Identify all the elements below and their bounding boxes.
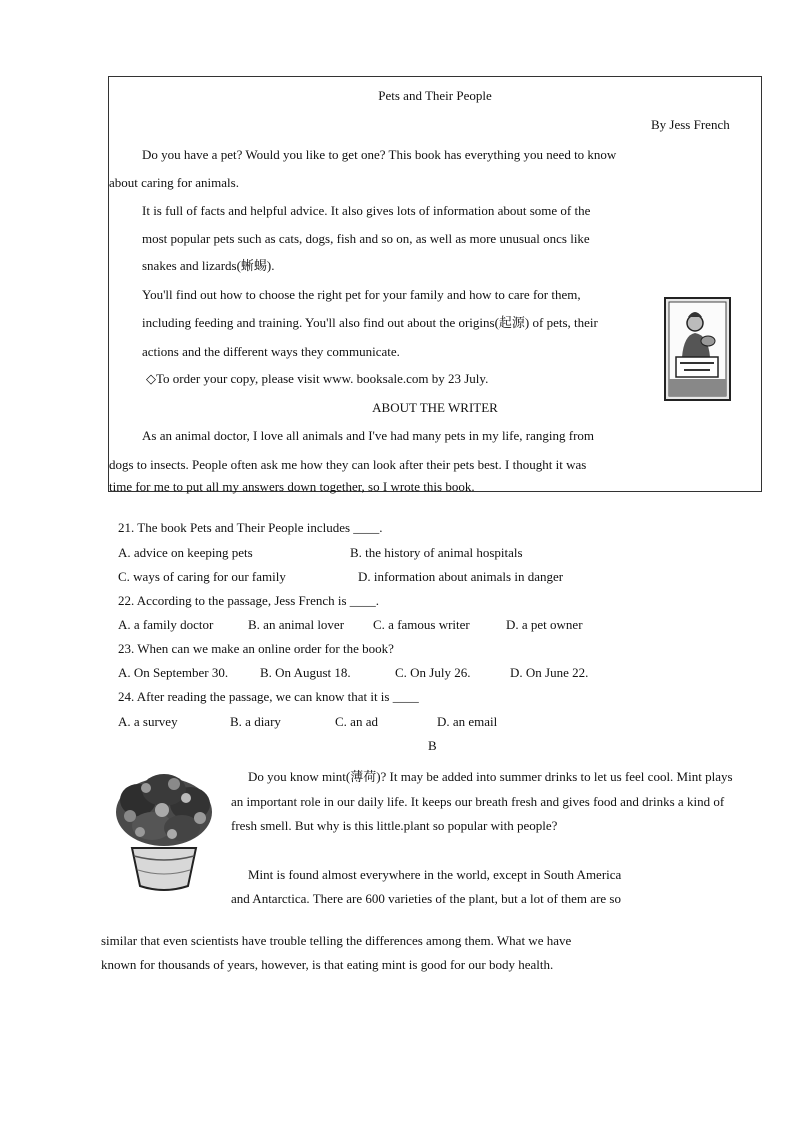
passage-a-line: Do you have a pet? Would you like to get one? This book has everything you need to know <box>142 147 617 162</box>
writer-line: time for me to put all my answers down together, so I wrote this book. <box>109 479 475 494</box>
option-24-d: D. an email <box>437 714 498 729</box>
option-24-b: B. a diary <box>230 714 281 729</box>
question-21: 21. The book Pets and Their People includes ____. <box>118 520 383 535</box>
passage-b-line: fresh smell. But why is this little.plant so popular with people? <box>231 818 558 833</box>
passage-a-line: snakes and lizards(蜥蜴). <box>142 258 275 273</box>
order-info: ◇To order your copy, please visit www. booksale.com by 23 July. <box>146 371 489 386</box>
option-24-c: C. an ad <box>335 714 378 729</box>
passage-a-line: including feeding and training. You'll also find out about the origins(起源) of pets, their <box>142 315 598 330</box>
section-b-label: B <box>428 738 437 753</box>
question-23: 23. When can we make an online order for the book? <box>118 641 394 656</box>
option-21-a: A. advice on keeping pets <box>118 545 253 560</box>
option-22-a: A. a family doctor <box>118 617 214 632</box>
writer-line: As an animal doctor, I love all animals and I've had many pets in my life, ranging from <box>142 428 595 443</box>
mint-plant-image <box>112 770 216 894</box>
option-22-b: B. an animal lover <box>248 617 345 632</box>
option-23-b: B. On August 18. <box>260 665 351 680</box>
question-22: 22. According to the passage, Jess French is ____. <box>118 593 380 608</box>
passage-a-line: about caring for animals. <box>109 175 239 190</box>
option-21-b: B. the history of animal hospitals <box>350 545 523 560</box>
option-21-c: C. ways of caring for our family <box>118 569 286 584</box>
passage-b-line: known for thousands of years, however, is that eating mint is good for our body health. <box>101 957 554 972</box>
question-24: 24. After reading the passage, we can know that it is ____ <box>118 689 419 704</box>
passage-a-line: most popular pets such as cats, dogs, fish and so on, as well as more unusual oncs like <box>142 231 590 246</box>
passage-b-line: similar that even scientists have trouble telling the differences among them. What we have <box>101 933 572 948</box>
passage-b-line: Do you know mint(薄荷)? It may be added into summer drinks to let us feel cool. Mint plays <box>248 769 733 784</box>
option-24-a: A. a survey <box>118 714 178 729</box>
option-23-c: C. On July 26. <box>395 665 471 680</box>
passage-a-line: actions and the different ways they communicate. <box>142 344 400 359</box>
option-22-c: C. a famous writer <box>373 617 470 632</box>
option-22-d: D. a pet owner <box>506 617 583 632</box>
passage-b-line: and Antarctica. There are 600 varieties of the plant, but a lot of them are so <box>231 891 621 906</box>
passage-a-line: You'll find out how to choose the right pet for your family and how to care for them, <box>142 287 581 302</box>
option-23-a: A. On September 30. <box>118 665 229 680</box>
option-23-d: D. On June 22. <box>510 665 589 680</box>
option-21-d: D. information about animals in danger <box>358 569 564 584</box>
book-title: Pets and Their People <box>378 88 492 103</box>
writer-line: dogs to insects. People often ask me how they can look after their pets best. I thought it was <box>109 457 587 472</box>
passage-b-line: an important role in our daily life. It keeps our breath fresh and gives food and drinks a kind of <box>231 794 725 809</box>
passage-b-line: Mint is found almost everywhere in the world, except in South America <box>248 867 622 882</box>
book-cover-image <box>664 297 731 401</box>
book-author: By Jess French <box>651 117 730 132</box>
about-writer-heading: ABOUT THE WRITER <box>372 400 498 415</box>
passage-a-line: It is full of facts and helpful advice. It also gives lots of information about some of the <box>142 203 591 218</box>
